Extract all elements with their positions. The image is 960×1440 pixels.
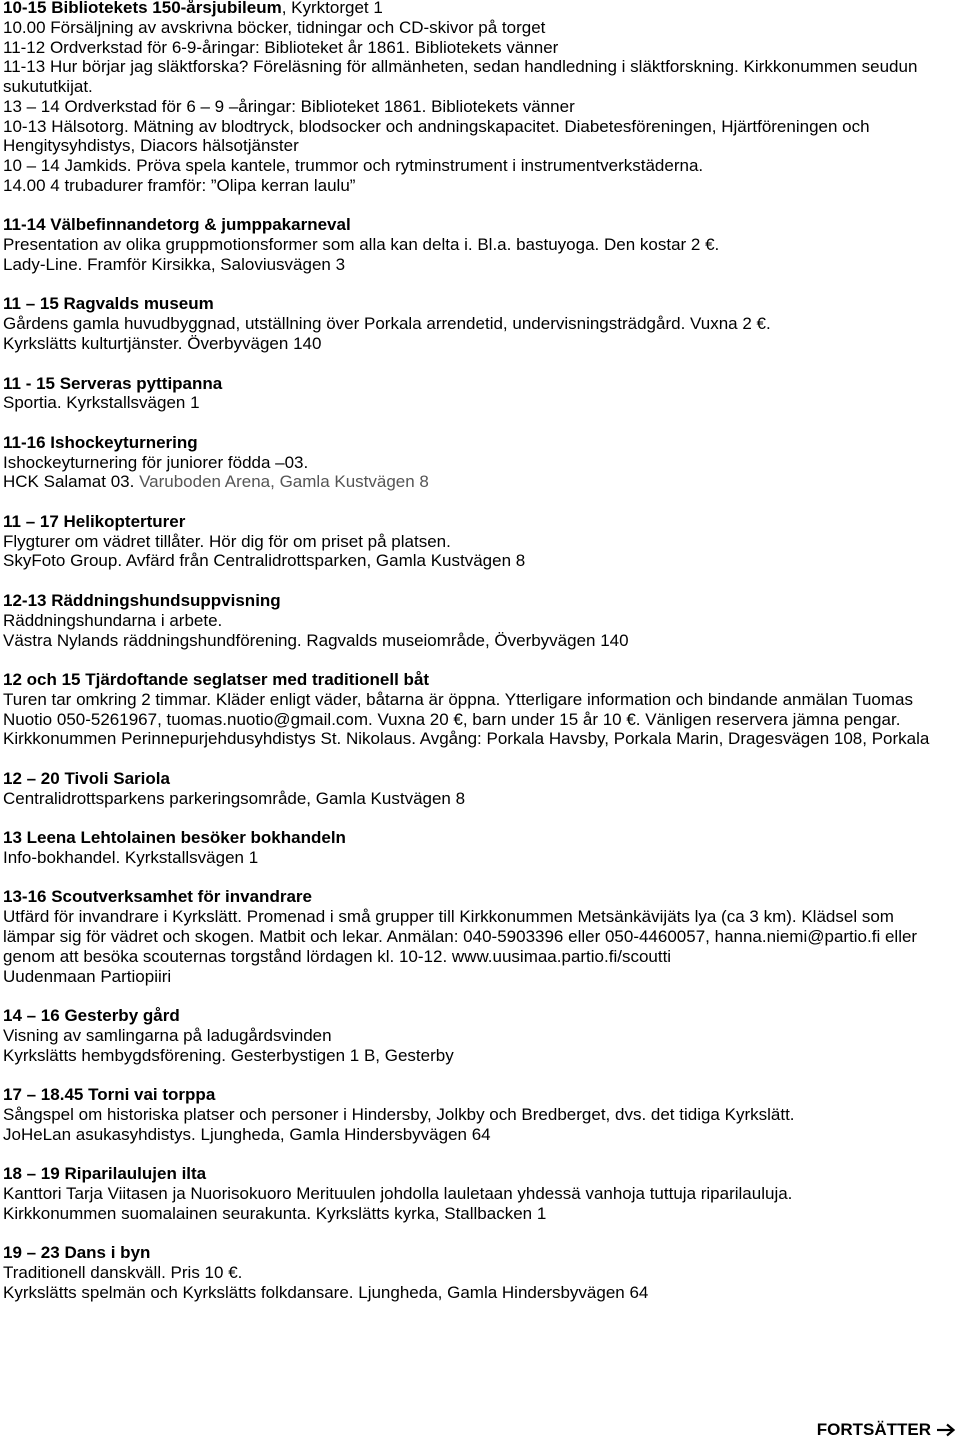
event-program	[3, 0, 958, 1322]
event-title: 12-13 Räddningshundsuppvisning	[3, 590, 281, 610]
event-heading-line	[3, 0, 958, 18]
event-detail-line	[3, 1184, 958, 1204]
event-heading-line	[3, 1164, 958, 1184]
event-detail-line	[3, 334, 958, 354]
detail-text: 13 – 14 Ordverkstad för 6 – 9 –åringar: Biblioteket 1861. Bibliotekets vänner	[3, 96, 575, 116]
event-detail-line	[3, 1125, 958, 1145]
detail-text: 14.00 4 trubadurer framför: ”Olipa kerran laulu”	[3, 175, 356, 195]
event-title: 11-14 Välbefinnandetorg & jumppakarneval	[3, 215, 351, 235]
event-detail-line	[3, 156, 958, 176]
continue-indicator	[817, 1420, 956, 1440]
event-section	[3, 670, 958, 749]
event-title: 11 - 15 Serveras pyttipanna	[3, 373, 223, 393]
event-detail-line	[3, 1283, 958, 1303]
event-section	[3, 294, 958, 353]
detail-text: Ishockeyturnering för juniorer födda –03.	[3, 452, 309, 472]
event-section	[3, 1006, 958, 1065]
detail-text: Traditionell danskväll. Pris 10 €.	[3, 1263, 243, 1282]
detail-text: Info-bokhandel. Kyrkstallsvägen 1	[3, 847, 259, 867]
arrow-right-icon	[936, 1423, 956, 1437]
event-title: 11 – 15 Ragvalds museum	[3, 294, 214, 314]
event-heading-line	[3, 828, 958, 848]
detail-text: Centralidrottsparkens parkeringsområde, Gamla Kustvägen 8	[3, 788, 466, 808]
event-title: 17 – 18.45 Torni vai torppa	[3, 1085, 216, 1105]
detail-text: 11-12 Ordverkstad för 6-9-åringar: Biblioteket år 1861. Bibliotekets vänner	[3, 37, 559, 57]
event-section	[3, 769, 958, 809]
event-detail-line	[3, 97, 958, 117]
event-detail-line	[3, 927, 958, 947]
detail-text: Hengitysyhdistys, Diacors hälsotjänster	[3, 136, 299, 156]
event-detail-line	[3, 18, 958, 38]
event-heading-line	[3, 294, 958, 314]
event-detail-line	[3, 1263, 958, 1283]
location-text: Varuboden Arena, Gamla Kustvägen 8	[139, 472, 429, 492]
detail-text: 10-13 Hälsotorg. Mätning av blodtryck, blodsocker och andningskapacitet. Diabetesföreningen, Hjärtföreningen och	[3, 116, 870, 136]
detail-text: Gårdens gamla huvudbyggnad, utställning över Porkala arrendetid, undervisningsträdgård. Vuxna 2 €.	[3, 314, 771, 334]
detail-text: Lady-Line. Framför Kirsikka, Saloviusvägen 3	[3, 254, 346, 274]
detail-text: 10.00 Försäljning av avskrivna böcker, tidningar och CD-skivor på torget	[3, 17, 546, 37]
detail-text: Kirkkonummen suomalainen seurakunta. Kyrkslätts kyrka, Stallbacken 1	[3, 1203, 547, 1223]
event-detail-line	[3, 1105, 958, 1125]
detail-text: Utfärd för invandrare i Kyrkslätt. Promenad i små grupper till Kirkkonummen Metsänkävijäts lya (ca 3 km). Klädsel som	[3, 907, 894, 927]
detail-text: JoHeLan asukasyhdistys. Ljungheda, Gamla Hindersbyvägen 64	[3, 1124, 491, 1144]
event-section	[3, 828, 958, 868]
detail-text: Sångspel om historiska platser och personer i Hindersby, Jolkby och Bredberget, dvs. det tidiga Kyrkslätt.	[3, 1104, 795, 1124]
event-detail-line	[3, 1204, 958, 1224]
event-detail-line	[3, 57, 958, 77]
event-section	[3, 512, 958, 571]
event-detail-line	[3, 393, 958, 413]
event-heading-line	[3, 215, 958, 235]
event-detail-line	[3, 136, 958, 156]
event-detail-line	[3, 710, 958, 730]
detail-text: Nuotio 050-5261967, tuomas.nuotio@gmail.com. Vuxna 20 €, barn under 15 år 10 €. Vänligen reservera jämna pengar.	[3, 709, 901, 729]
event-heading-line	[3, 1006, 958, 1026]
event-heading-line	[3, 1085, 958, 1105]
detail-text: Kirkkonummen Perinnepurjehdusyhdistys St. Nikolaus. Avgång: Porkala Havsby, Porkala Marin, Dragesvägen 108, Porkala	[3, 729, 930, 749]
event-detail-line	[3, 729, 958, 749]
detail-text: 11-13 Hur börjar jag släktforska? Föreläsning för allmänheten, sedan handledning i släktforskning. Kirkkonummen seudun	[3, 57, 918, 77]
event-title: 11 – 17 Helikopterturer	[3, 511, 186, 531]
detail-text: 10 – 14 Jamkids. Pröva spela kantele, trummor och rytminstrument i instrumentverkstäderna.	[3, 156, 704, 176]
event-section	[3, 887, 958, 986]
event-detail-line	[3, 907, 958, 927]
event-detail-line	[3, 117, 958, 137]
event-title: 14 – 16 Gesterby gård	[3, 1006, 180, 1026]
detail-text: Kyrkslätts kulturtjänster. Överbyvägen 140	[3, 334, 322, 354]
event-heading-line	[3, 670, 958, 690]
event-section	[3, 0, 958, 196]
event-detail-line	[3, 947, 958, 967]
continue-label: FORTSÄTTER	[816, 1420, 931, 1440]
event-heading-line	[3, 591, 958, 611]
detail-text: Flygturer om vädret tillåter. Hör dig för om priset på platsen.	[3, 531, 451, 551]
event-title: 10-15 Bibliotekets 150-årsjubileum	[3, 0, 282, 17]
event-detail-line	[3, 967, 958, 987]
event-detail-line	[3, 235, 958, 255]
event-detail-line	[3, 631, 958, 651]
event-section	[3, 374, 958, 414]
event-detail-line	[3, 789, 958, 809]
event-detail-line	[3, 176, 958, 196]
detail-text: lämpar sig för vädret och skogen. Matbit och lekar. Anmälan: 040-5903396 eller 050-4460057, hanna.niemi@partio.fi eller	[3, 926, 918, 946]
event-section	[3, 1085, 958, 1144]
detail-text: Uudenmaan Partiopiiri	[3, 966, 172, 986]
event-section	[3, 1164, 958, 1223]
event-detail-line	[3, 1026, 958, 1046]
detail-text: , Kyrktorget 1	[281, 0, 383, 17]
event-detail-line	[3, 690, 958, 710]
event-detail-line	[3, 255, 958, 275]
detail-text: Kyrkslätts hembygdsförening. Gesterbystigen 1 B, Gesterby	[3, 1045, 454, 1065]
event-detail-line	[3, 551, 958, 571]
event-heading-line	[3, 1243, 958, 1263]
event-heading-line	[3, 433, 958, 453]
event-section	[3, 591, 958, 650]
event-section	[3, 215, 958, 274]
event-detail-line	[3, 1046, 958, 1066]
event-title: 18 – 19 Riparilaulujen ilta	[3, 1164, 207, 1184]
event-detail-line	[3, 38, 958, 58]
detail-text: Presentation av olika gruppmotionsformer som alla kan delta i. Bl.a. bastuyoga. Den kostar 2 €.	[3, 235, 720, 255]
event-title: 12 – 20 Tivoli Sariola	[3, 768, 170, 788]
detail-text: Västra Nylands räddningshundförening. Ragvalds museiområde, Överbyvägen 140	[3, 630, 629, 650]
event-title: 13 Leena Lehtolainen besöker bokhandeln	[3, 828, 346, 848]
event-heading-line	[3, 769, 958, 789]
event-detail-line	[3, 77, 958, 97]
event-title: 19 – 23 Dans i byn	[3, 1243, 151, 1263]
event-section	[3, 1243, 958, 1302]
event-detail-line	[3, 532, 958, 552]
event-detail-line	[3, 611, 958, 631]
detail-text: sukututkijat.	[3, 77, 93, 97]
event-heading-line	[3, 887, 958, 907]
event-title: 11-16 Ishockeyturnering	[3, 432, 198, 452]
event-detail-line	[3, 848, 958, 868]
event-title: 13-16 Scoutverksamhet för invandrare	[3, 887, 312, 907]
event-title: 12 och 15 Tjärdoftande seglatser med traditionell båt	[3, 670, 430, 690]
event-detail-line	[3, 314, 958, 334]
detail-text: Räddningshundarna i arbete.	[3, 610, 223, 630]
detail-text: HCK Salamat 03.	[3, 472, 140, 492]
event-section	[3, 433, 958, 492]
detail-text: Visning av samlingarna på ladugårdsvinden	[3, 1025, 332, 1045]
detail-text: Sportia. Kyrkstallsvägen 1	[3, 393, 200, 413]
event-heading-line	[3, 512, 958, 532]
event-detail-line	[3, 472, 958, 492]
event-detail-line	[3, 453, 958, 473]
event-heading-line	[3, 374, 958, 394]
detail-text: Kyrkslätts spelmän och Kyrkslätts folkdansare. Ljungheda, Gamla Hindersbyvägen 64	[3, 1282, 649, 1302]
detail-text: SkyFoto Group. Avfärd från Centralidrottsparken, Gamla Kustvägen 8	[3, 551, 526, 571]
detail-text: Kanttori Tarja Viitasen ja Nuorisokuoro Merituulen johdolla lauletaan yhdessä vanhoja tuttuja riparilauluja.	[3, 1183, 793, 1203]
detail-text: genom att besöka scouternas torgstånd lördagen kl. 10-12. www.uusimaa.partio.fi/scoutti	[3, 946, 672, 966]
detail-text: Turen tar omkring 2 timmar. Kläder enligt väder, båtarna är öppna. Ytterligare information och bindande anmälan Tuomas	[3, 689, 914, 709]
